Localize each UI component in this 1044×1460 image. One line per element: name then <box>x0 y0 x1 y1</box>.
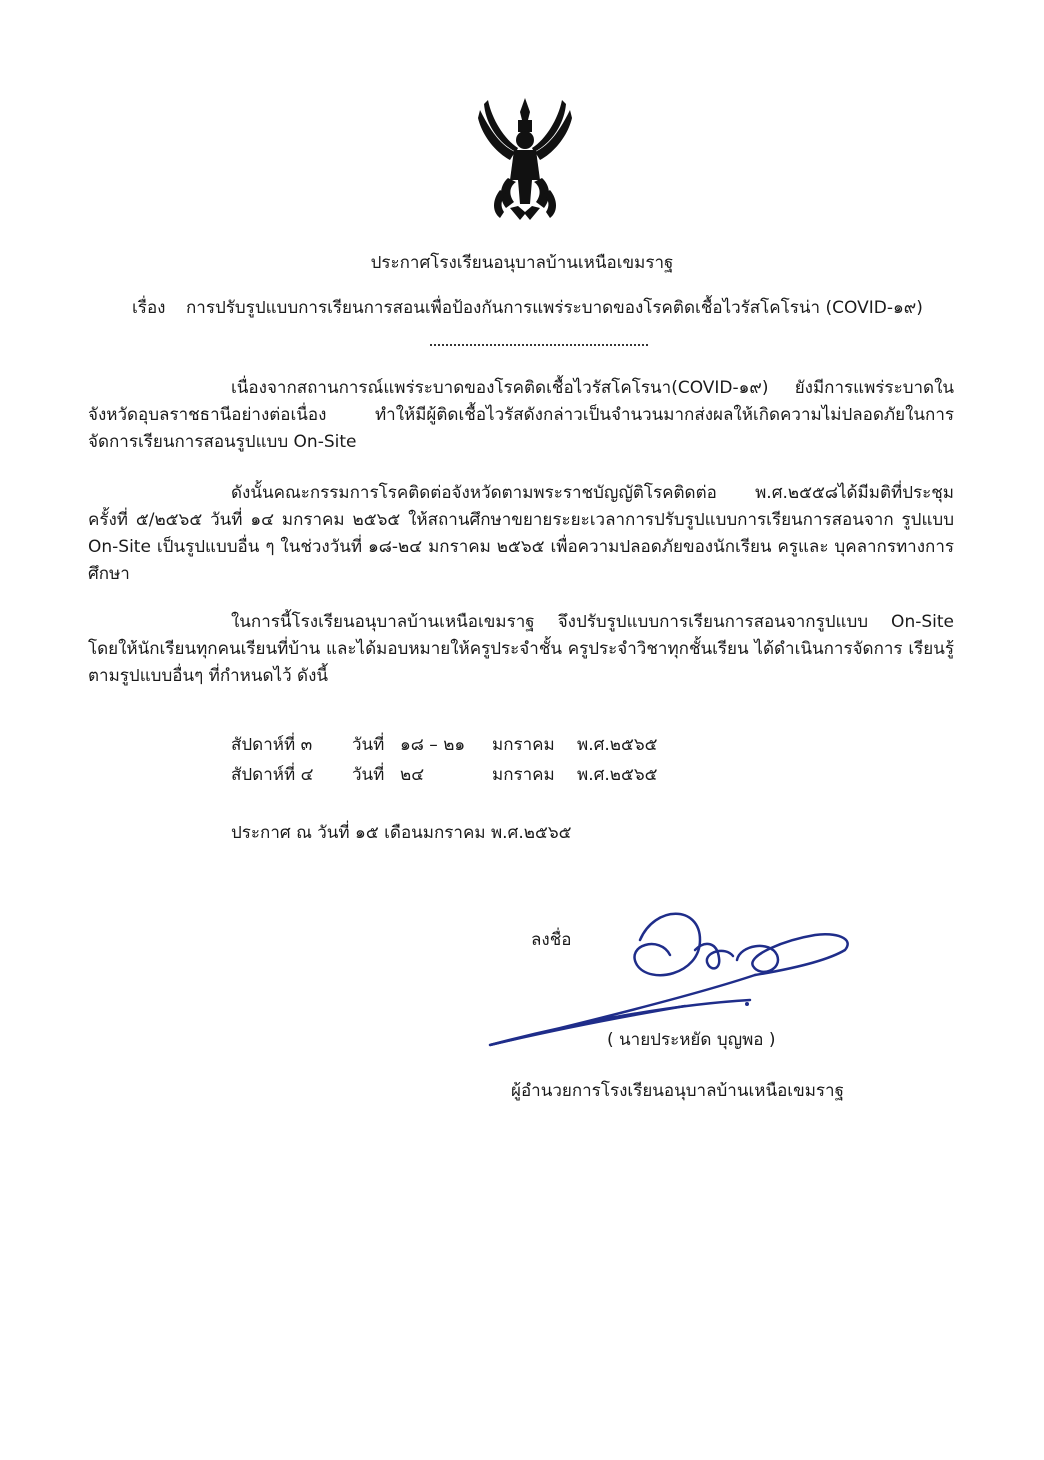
schedule-week: สัปดาห์ที่ ๔ <box>231 765 314 785</box>
announced-date: ประกาศ ณ วันที่ ๑๕ เดือนมกราคม พ.ศ.๒๕๖๕ <box>231 823 572 843</box>
signer-name: ( นายประหยัด บุญพอ ) <box>607 1030 776 1050</box>
schedule-day-label: วันที่ <box>352 735 385 755</box>
garuda-emblem <box>470 90 580 230</box>
schedule-days: ๑๘ – ๒๑ <box>400 735 466 755</box>
schedule-year: พ.ศ.๒๕๖๕ <box>577 735 658 755</box>
schedule-month: มกราคม <box>492 765 555 785</box>
paragraph-3: ในการนี้โรงเรียนอนุบาลบ้านเหนือเขมราฐ จึงปรับรูปแบบการเรียนการสอนจากรูปแบบ On-Site โดยให้นักเรียนทุกคนเรียนที่บ้าน และได้มอบหมายให้ครูประจำชั้น ครูประจำวิชาทุกชั้นเรียน ได้ดำเนินการจัดการ เรียนรู้ตามรูปแบบอื่นๆ ที่กำหนดไว้ ดังนี้ <box>88 612 954 686</box>
schedule-week: สัปดาห์ที่ ๓ <box>231 735 313 755</box>
separator-dots <box>430 343 648 346</box>
schedule-year: พ.ศ.๒๕๖๕ <box>577 765 658 785</box>
announcement-title: ประกาศโรงเรียนอนุบาลบ้านเหนือเขมราฐ <box>370 253 674 273</box>
schedule-day-label: วันที่ <box>352 765 385 785</box>
signer-position: ผู้อำนวยการโรงเรียนอนุบาลบ้านเหนือเขมราฐ <box>511 1081 844 1101</box>
schedule-days: ๒๔ <box>400 765 425 785</box>
paragraph-1: เนื่องจากสถานการณ์แพร่ระบาดของโรคติดเชื้อไวรัสโคโรนา(COVID-๑๙) ยังมีการแพร่ระบาดใน จังหวัดอุบลราชธานีอย่างต่อเนื่อง ทำให้มีผู้ติดเชื้อไวรัสดังกล่าวเป็นจำนวนมากส่งผลให้เกิดความไม่ปลอดภัยในการ จัดการเรียนการสอนรูปแบบ On-Site <box>88 378 954 452</box>
sign-label: ลงชื่อ <box>531 930 572 950</box>
subject-label: เรื่อง <box>132 298 166 318</box>
schedule-month: มกราคม <box>492 735 555 755</box>
subject-text: การปรับรูปแบบการเรียนการสอนเพื่อป้องกันการแพร่ระบาดของโรคติดเชื้อไวรัสโคโรน่า (COVID-๑๙) <box>186 298 923 318</box>
paragraph-2: ดังนั้นคณะกรรมการโรคติดต่อจังหวัดตามพระราชบัญญัติโรคติดต่อ พ.ศ.๒๕๕๘ได้มีมติที่ประชุม ครั้งที่ ๕/๒๕๖๕ วันที่ ๑๔ มกราคม ๒๕๖๕ ให้สถานศึกษาขยายระยะเวลาการปรับรูปแบบการเรียนการสอนจาก รูปแบบ On-Site เป็นรูปแบบอื่น ๆ ในช่วงวันที่ ๑๘-๒๔ มกราคม ๒๕๖๕ เพื่อความปลอดภัยของนักเรียน ครูและ บุคลากรทางการศึกษา <box>88 483 955 584</box>
